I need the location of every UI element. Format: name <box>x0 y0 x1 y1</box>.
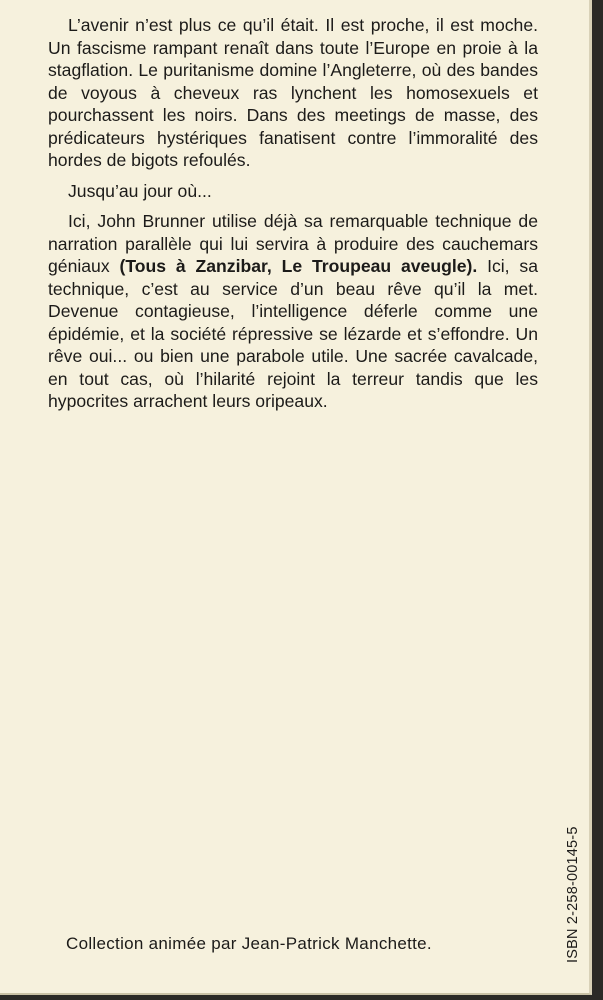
isbn-number: ISBN 2-258-00145-5 <box>565 826 581 963</box>
blurb-paragraph-3 <box>48 210 538 413</box>
blurb-text <box>48 14 538 421</box>
blurb-paragraph-1: L’avenir n’est plus ce qu’il était. Il est proche, il est moche. Un fascisme rampant renaît dans toute l’Europe en proie à la stagflation. Le puritanisme domine l’Angleterre, où des bandes de voyous à cheveux ras lynchent les homosexuels et pourchassent les noirs. Dans des meetings de masse, des prédicateurs hystériques fanatisent contre l’immoralité des hordes de bigots refoulés. <box>48 15 538 170</box>
blurb-paragraph-3-end: Ici, sa technique, c’est au service d’un beau rêve qu’il la met. Devenue contagieuse, l’intelligence déferle comme une épidémie, et la société répressive se lézarde et s’effondre. Un rêve oui... ou bien une parabole utile. Une sacrée cavalcade, en tout cas, où l’hilarité rejoint la terreur tandis que les hypocrites arrachent leurs oripeaux. <box>48 256 538 411</box>
blurb-book-titles: (Tous à Zanzibar, Le Troupeau aveugle). <box>119 256 478 276</box>
blurb-paragraph-2: Jusqu’au jour où... <box>68 180 212 201</box>
blurb-paragraph-3-start: Ici, John Brunner utilise déjà sa remarquable technique de narration parallèle qui lui servira à produire des cauchemars géniaux <box>48 211 538 276</box>
collection-credit: Collection animée par Jean-Patrick Manchette. <box>66 934 432 953</box>
